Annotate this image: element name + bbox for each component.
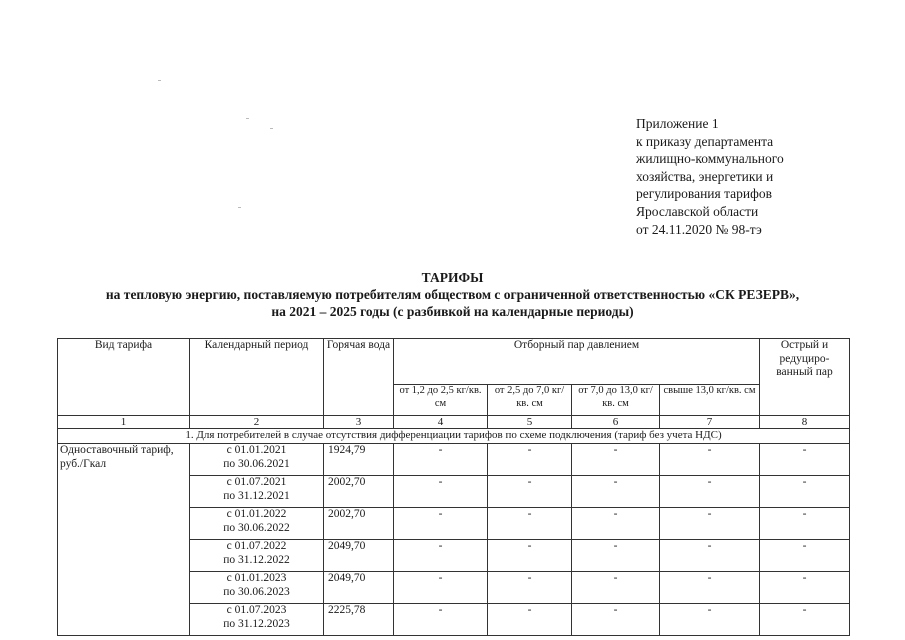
steam-3-value: - <box>572 444 660 476</box>
column-number-row <box>58 416 850 429</box>
period-cell <box>190 604 324 636</box>
steam-3-value: - <box>572 604 660 636</box>
title-line-1: ТАРИФЫ <box>421 270 484 285</box>
appendix-line: Приложение 1 <box>636 116 719 131</box>
tariff-name-cell: Одноставочный тариф, руб./Гкал <box>58 444 190 636</box>
appendix-line: регулирования тарифов <box>636 186 773 202</box>
sharp-steam-value: - <box>760 444 850 476</box>
appendix-line: хозяйства, энергетики и <box>636 168 774 184</box>
column-number: 3 <box>324 416 394 429</box>
steam-4-value: - <box>660 476 760 508</box>
header-tariff-type: Вид тарифа <box>58 339 190 416</box>
period-to: по 31.12.2021 <box>223 489 290 502</box>
hot-water-value: 2225,78 <box>324 604 394 636</box>
period-to: по 30.06.2021 <box>223 457 290 470</box>
steam-1-value: - <box>394 540 488 572</box>
document-title <box>40 269 865 320</box>
period-cell <box>190 572 324 604</box>
steam-1-value: - <box>394 444 488 476</box>
appendix-line: Ярославской области <box>636 203 759 219</box>
column-number: 5 <box>488 416 572 429</box>
steam-2-value: - <box>488 540 572 572</box>
sharp-steam-value: - <box>760 572 850 604</box>
steam-2-value: - <box>488 508 572 540</box>
column-number: 4 <box>394 416 488 429</box>
tariff-table <box>57 338 850 636</box>
steam-3-value: - <box>572 572 660 604</box>
header-period: Календарный период <box>190 339 324 416</box>
appendix-note <box>636 115 784 238</box>
column-number: 8 <box>760 416 850 429</box>
sharp-steam-value: - <box>760 540 850 572</box>
steam-3-value: - <box>572 508 660 540</box>
steam-4-value: - <box>660 604 760 636</box>
title-line-3: на 2021 – 2025 годы (с разбивкой на календарные периоды) <box>271 304 634 319</box>
sharp-steam-value: - <box>760 508 850 540</box>
title-line-2: на тепловую энергию, поставляемую потребителям обществом с ограниченной ответственностью «СК РЕЗЕРВ», <box>105 287 800 302</box>
steam-2-value: - <box>488 572 572 604</box>
period-cell <box>190 476 324 508</box>
steam-1-value: - <box>394 572 488 604</box>
period-from: с 01.07.2023 <box>226 604 287 616</box>
steam-1-value: - <box>394 508 488 540</box>
steam-2-value: - <box>488 476 572 508</box>
period-cell <box>190 508 324 540</box>
steam-4-value: - <box>660 508 760 540</box>
steam-2-value: - <box>488 604 572 636</box>
period-from: с 01.01.2021 <box>226 444 287 456</box>
period-cell <box>190 444 324 476</box>
column-number: 1 <box>58 416 190 429</box>
appendix-line: от 24.11.2020 № 98-тэ <box>636 221 762 237</box>
period-from: с 01.07.2022 <box>226 540 287 552</box>
section-heading: 1. Для потребителей в случае отсутствия дифференциации тарифов по схеме подключения (тариф без учета НДС) <box>58 429 850 444</box>
header-steam-group: Отборный пар давлением <box>394 339 760 385</box>
steam-4-value: - <box>660 572 760 604</box>
steam-2-value: - <box>488 444 572 476</box>
hot-water-value: 2049,70 <box>324 540 394 572</box>
hot-water-value: 2002,70 <box>324 476 394 508</box>
appendix-line: жилищно-коммунального <box>636 151 784 167</box>
steam-4-value: - <box>660 540 760 572</box>
column-number: 6 <box>572 416 660 429</box>
header-steam-4: свыше 13,0 кг/кв. см <box>660 385 760 416</box>
header-steam-1: от 1,2 до 2,5 кг/кв. см <box>394 385 488 416</box>
period-from: с 01.07.2021 <box>226 476 287 488</box>
period-to: по 30.06.2022 <box>223 521 290 534</box>
sharp-steam-value: - <box>760 604 850 636</box>
column-number: 7 <box>660 416 760 429</box>
period-to: по 31.12.2023 <box>223 617 290 630</box>
header-steam-2: от 2,5 до 7,0 кг/кв. см <box>488 385 572 416</box>
hot-water-value: 2049,70 <box>324 572 394 604</box>
steam-3-value: - <box>572 540 660 572</box>
hot-water-value: 2002,70 <box>324 508 394 540</box>
period-to: по 30.06.2023 <box>223 585 290 598</box>
period-cell <box>190 540 324 572</box>
header-hot-water: Горячая вода <box>324 339 394 416</box>
period-from: с 01.01.2023 <box>226 572 287 584</box>
hot-water-value: 1924,79 <box>324 444 394 476</box>
header-sharp-steam: Острый и редуциро-ванный пар <box>760 339 850 416</box>
steam-3-value: - <box>572 476 660 508</box>
appendix-line: к приказу департамента <box>636 133 774 149</box>
column-number: 2 <box>190 416 324 429</box>
period-from: с 01.01.2022 <box>226 508 287 520</box>
steam-1-value: - <box>394 476 488 508</box>
steam-4-value: - <box>660 444 760 476</box>
sharp-steam-value: - <box>760 476 850 508</box>
table-row <box>58 444 850 476</box>
steam-1-value: - <box>394 604 488 636</box>
header-steam-3: от 7,0 до 13,0 кг/кв. см <box>572 385 660 416</box>
period-to: по 31.12.2022 <box>223 553 290 566</box>
